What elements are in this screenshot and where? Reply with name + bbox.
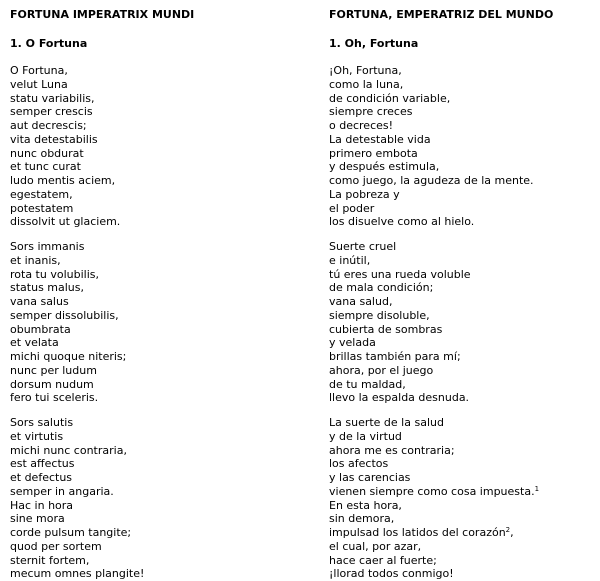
verse-line: como juego, la agudeza de la mente. [329, 174, 534, 187]
verse-line: vana salus [10, 295, 69, 308]
verse-line: ¡llorad todos conmigo! [329, 567, 454, 581]
verse-line: La pobreza y [329, 187, 400, 201]
verse-line: michi nunc contraria, [10, 443, 127, 457]
verse-line: y después estimula, [329, 160, 440, 174]
verse-line: rota tu volubilis, [10, 267, 99, 281]
verse-line: e inútil, [329, 253, 371, 267]
verse-line: el poder [329, 201, 375, 215]
verse-line: La detestable vida [329, 132, 431, 146]
verse-line: y de la virtud [329, 429, 402, 443]
verse-line: Sors salutis [10, 416, 74, 429]
verse-line: et tunc curat [10, 160, 81, 174]
verse-line: o decreces! [329, 119, 394, 132]
verse-line: vita detestabilis [10, 132, 98, 146]
verse-line: siempre creces [329, 105, 413, 119]
verse-line: vana salud, [329, 295, 393, 308]
verse-line: nunc obdurat [10, 146, 84, 160]
footnote-punctuation: . [531, 484, 535, 498]
verse-line: corde pulsum tangite; [10, 526, 132, 539]
verse-line: aut decrescis; [10, 119, 87, 132]
verse-line: primero embota [329, 146, 418, 160]
verse-line: potestatem [10, 201, 74, 215]
spanish-stanza-1 [329, 64, 600, 229]
verse-line: dorsum nudum [10, 377, 94, 391]
spanish-column [329, 8, 600, 581]
verse-line: brillas también para mí; [329, 350, 461, 363]
verse-line [329, 485, 600, 499]
verse-line: ¡Oh, Fortuna, [329, 64, 402, 77]
verse-line: et virtutis [10, 429, 64, 443]
verse-line: siempre disoluble, [329, 308, 430, 322]
verse-line: y las carencias [329, 471, 411, 484]
verse-line: los disuelve como al hielo. [329, 215, 475, 229]
spanish-title: FORTUNA, EMPERATRIZ DEL MUNDO [329, 8, 554, 21]
verse-line: quod per sortem [10, 539, 102, 553]
verse-line-text: vienen siempre como cosa impuesta [329, 484, 532, 498]
verse-line: hace caer al fuerte; [329, 553, 437, 567]
verse-line: La suerte de la salud [329, 416, 444, 429]
verse-line: ahora, por el juego [329, 363, 434, 377]
verse-line: como la luna, [329, 77, 404, 91]
verse-line: y velada [329, 336, 376, 350]
latin-stanza-1 [10, 64, 300, 229]
latin-stanza-2 [10, 240, 300, 405]
verse-line: En esta hora, [329, 498, 402, 512]
verse-line: O Fortuna, [10, 64, 68, 77]
verse-line: nunc per ludum [10, 363, 97, 377]
verse-line: status malus, [10, 281, 85, 295]
verse-line [329, 526, 600, 540]
verse-line: ludo mentis aciem, [10, 174, 116, 187]
verse-line: velut Luna [10, 77, 68, 91]
verse-line: cubierta de sombras [329, 322, 443, 336]
verse-line: obumbrata [10, 322, 71, 336]
verse-line: et velata [10, 336, 59, 350]
verse-line: mecum omnes plangite! [10, 567, 145, 581]
verse-line: sin demora, [329, 512, 395, 526]
verse-line: sine mora [10, 512, 65, 526]
verse-line: Hac in hora [10, 498, 74, 512]
verse-line: de condición variable, [329, 91, 451, 105]
verse-line: fero tui sceleris. [10, 391, 99, 405]
verse-line: de tu maldad, [329, 377, 406, 391]
verse-line: Suerte cruel [329, 240, 397, 253]
footnote-marker-1: 1 [534, 484, 540, 493]
verse-line: de mala condición; [329, 281, 434, 295]
spanish-section-heading: 1. Oh, Fortuna [329, 37, 419, 50]
latin-stanza-3 [10, 416, 300, 581]
verse-line: Sors immanis [10, 240, 85, 253]
verse-line: semper crescis [10, 105, 93, 119]
verse-line: tú eres una rueda voluble [329, 267, 471, 281]
spanish-stanza-2 [329, 240, 600, 405]
verse-line: est affectus [10, 457, 75, 471]
verse-line: semper dissolubilis, [10, 308, 119, 322]
spanish-stanza-3 [329, 416, 600, 581]
verse-line: semper in angaria. [10, 484, 114, 498]
latin-section-heading: 1. O Fortuna [10, 37, 88, 50]
verse-line: llevo la espalda desnuda. [329, 391, 470, 405]
verse-line: michi quoque niteris; [10, 350, 127, 363]
verse-line: egestatem, [10, 187, 73, 201]
verse-line: el cual, por azar, [329, 539, 422, 553]
footnote-punctuation: , [510, 526, 514, 539]
verse-line-text: impulsad los latidos del corazón [329, 526, 506, 539]
verse-line: ahora me es contraria; [329, 443, 455, 457]
verse-line: dissolvit ut glaciem. [10, 215, 121, 229]
verse-line: et inanis, [10, 253, 61, 267]
verse-line: los afectos [329, 457, 389, 471]
verse-line: sternit fortem, [10, 553, 90, 567]
latin-column [10, 8, 300, 581]
verse-line: et defectus [10, 471, 73, 484]
latin-title: FORTUNA IMPERATRIX MUNDI [10, 8, 195, 21]
footnote-marker-2: 2 [505, 526, 511, 534]
verse-line: statu variabilis, [10, 91, 95, 105]
